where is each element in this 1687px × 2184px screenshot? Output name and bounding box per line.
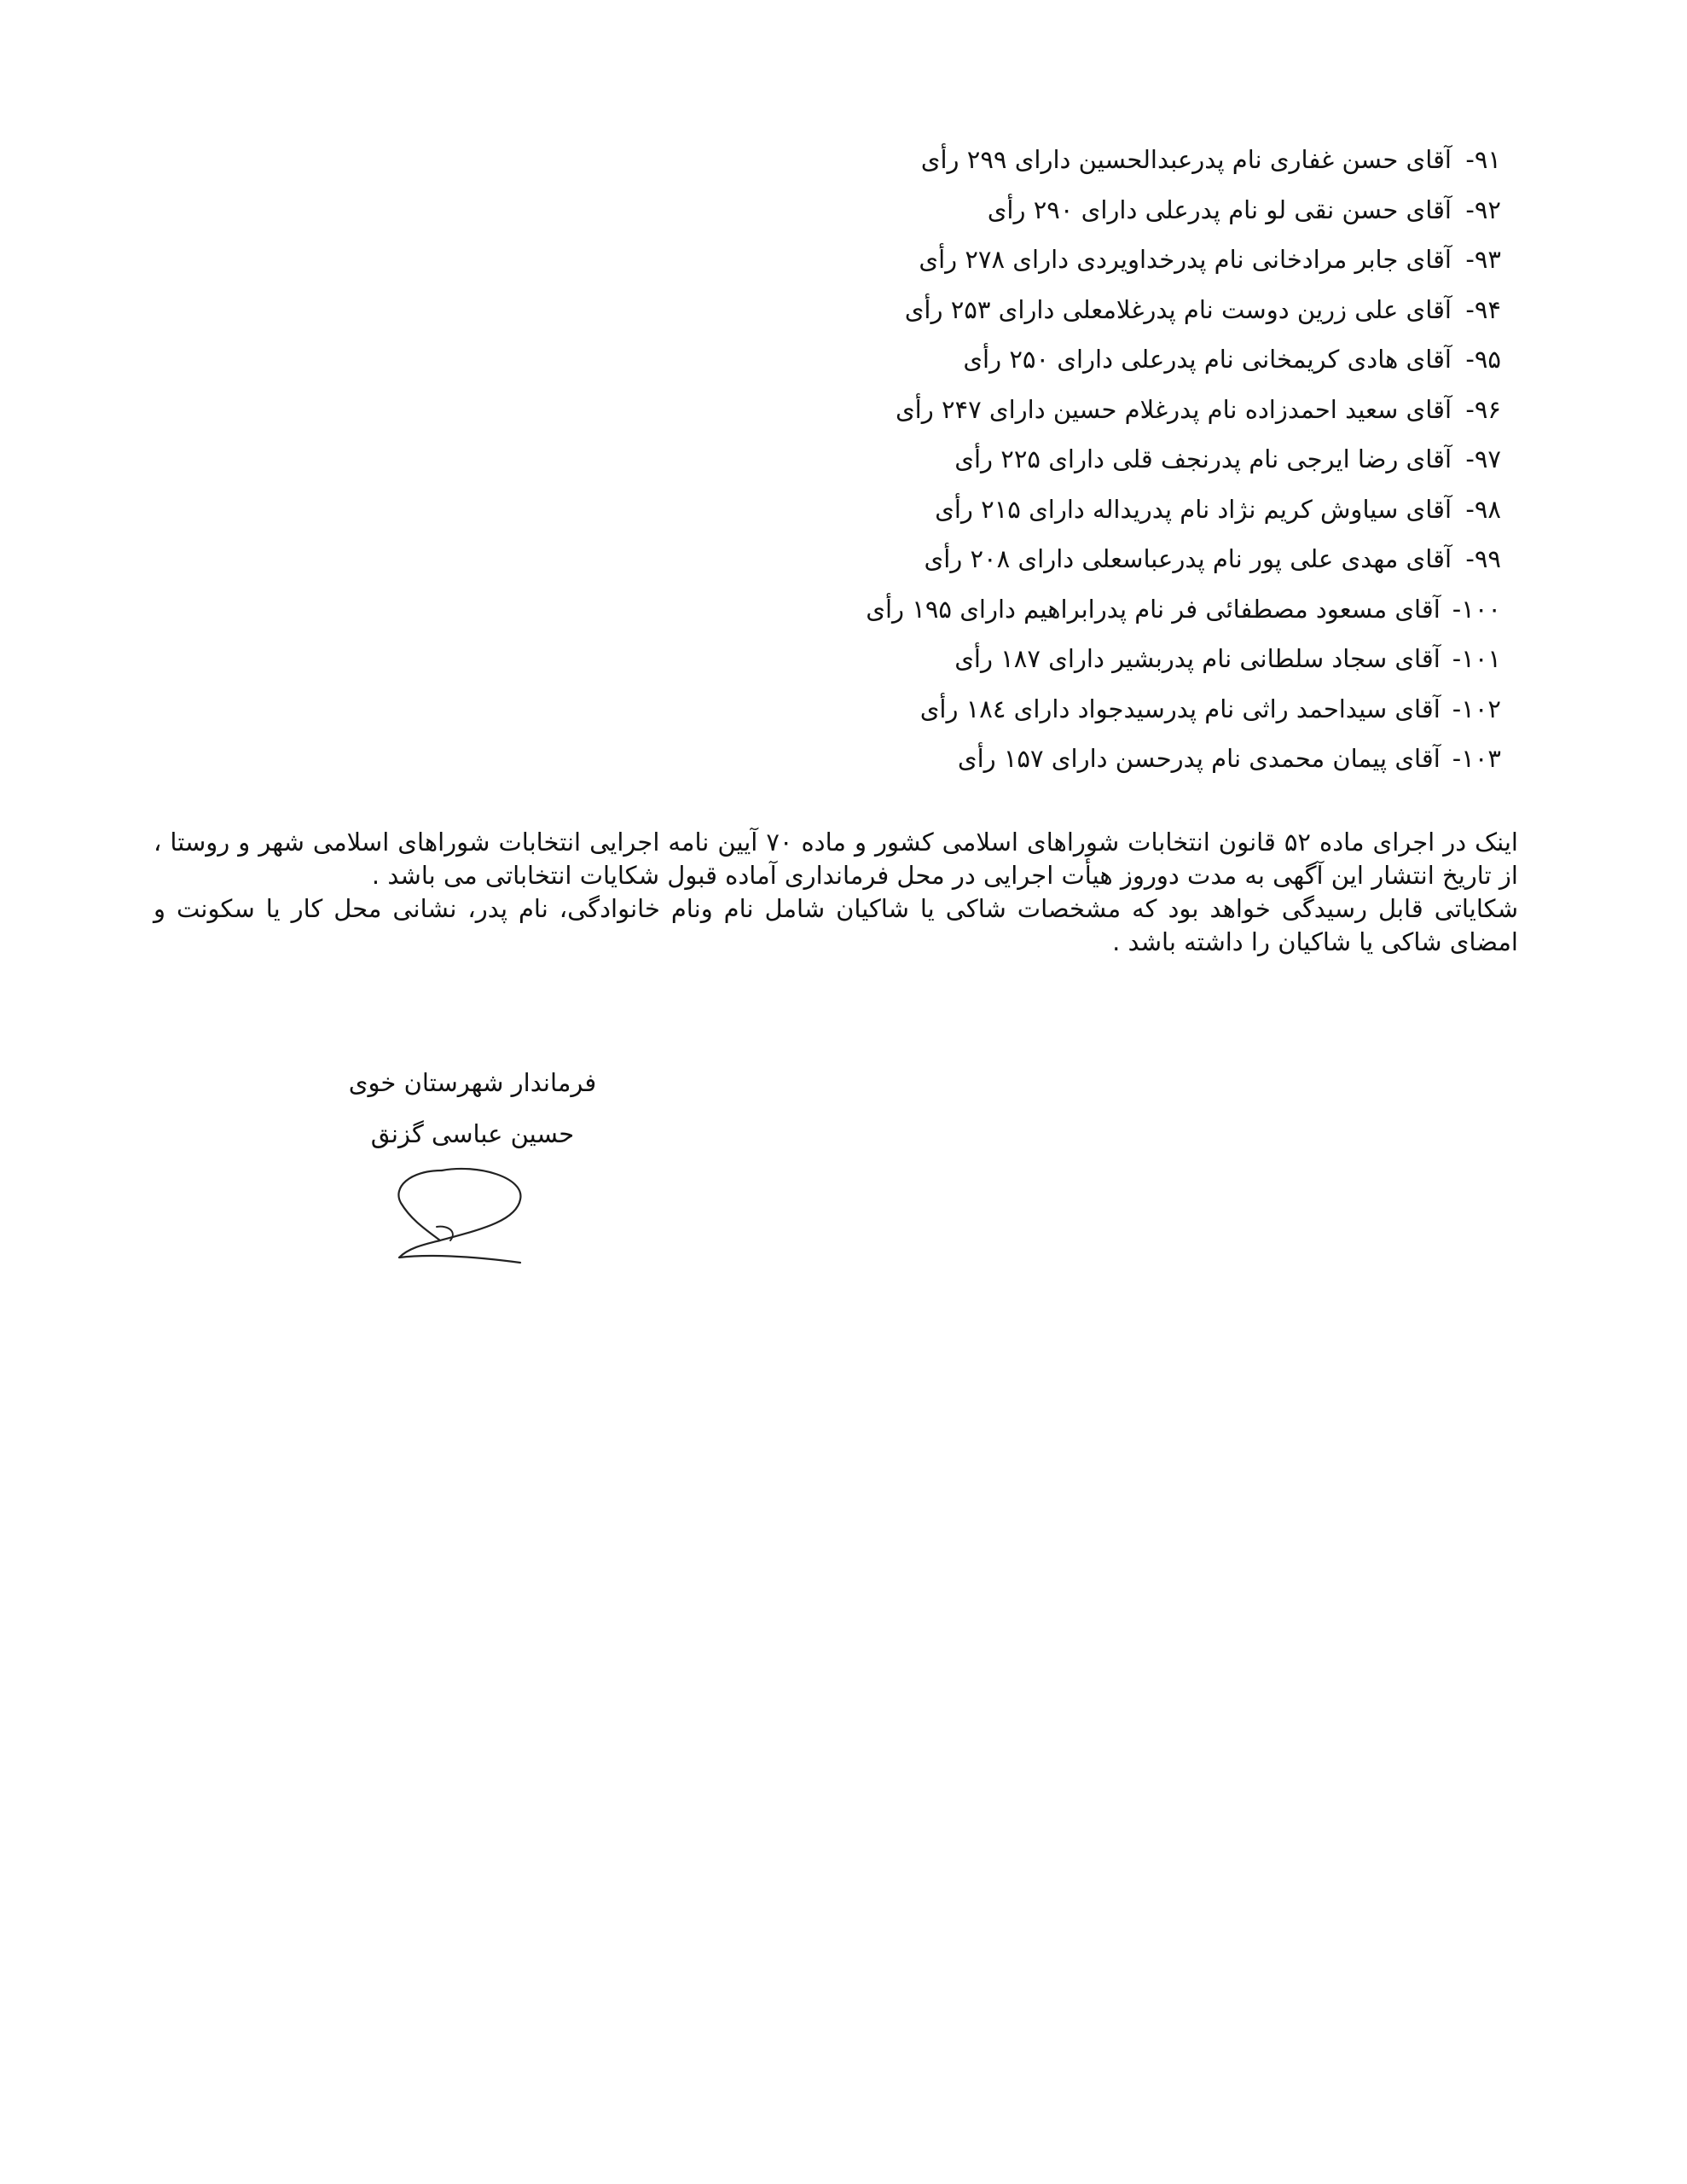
row-number: ۹۹- [1465, 544, 1501, 573]
list-item [563, 485, 1501, 535]
list-item [563, 434, 1501, 485]
row-text: آقای مسعود مصطفائی فر نام پدرابراهیم دارای ۱۹۵ رأی [866, 594, 1441, 624]
list-item [563, 334, 1501, 385]
list-item [563, 185, 1501, 235]
signatory-name: حسین عباسی گزنق [370, 1119, 575, 1148]
list-item [563, 534, 1501, 584]
row-text: آقای سیاوش کریم نژاد نام پدریداله دارای ۲۱۵ رأی [935, 494, 1452, 524]
row-text: آقای علی زرین دوست نام پدرغلامعلی دارای ۲۵۳ رأی [904, 294, 1452, 324]
row-text: آقای سعید احمدزاده نام پدرغلام حسین دارای ۲۴۷ رأی [895, 394, 1452, 424]
list-item [563, 584, 1501, 635]
row-text: آقای پیمان محمدی نام پدرحسن دارای ۱۵۷ رأی [957, 744, 1441, 773]
row-text: آقای حسن غفاری نام پدرعبدالحسین دارای ۲۹۹ رأی [920, 145, 1452, 174]
list-item [563, 135, 1501, 185]
row-number: ۹۸- [1465, 494, 1501, 524]
row-number: ۹۳- [1465, 245, 1501, 274]
notice-paragraph: شکایاتی قابل رسیدگی خواهد بود که مشخصات شاکی یا شاکیان شامل نام ونام خانوادگی، نام پدر، نشانی محل کار یا سکونت و امضای شاکی یا شاکیان را داشته باشد . [154, 894, 1518, 956]
row-number: ۹۷- [1465, 444, 1501, 473]
row-text: آقای سیداحمد راثی نام پدرسیدجواد دارای ۱۸٤ رأی [919, 694, 1441, 723]
row-number: ۹۶- [1465, 394, 1501, 424]
row-number: ۹۲- [1465, 195, 1501, 224]
row-number: ۱۰۰- [1452, 594, 1501, 624]
list-item [563, 684, 1501, 735]
row-text: آقای سجاد سلطانی نام پدربشیر دارای ۱۸۷ رأی [954, 644, 1441, 673]
list-item [563, 734, 1501, 784]
row-text: آقای هادی کریمخانی نام پدرعلی دارای ۲۵۰ رأی [963, 345, 1452, 374]
row-text: آقای جابر مرادخانی نام پدرخداویردی دارای ۲۷۸ رأی [919, 245, 1452, 274]
list-item [563, 385, 1501, 435]
row-text: آقای مهدی علی پور نام پدرعباسعلی دارای ۲۰۸ رأی [924, 544, 1452, 573]
row-number: ۱۰۳- [1452, 744, 1501, 773]
list-item [563, 285, 1501, 335]
row-number: ۹۱- [1465, 145, 1501, 174]
row-number: ۹۴- [1465, 294, 1501, 324]
row-text: آقای حسن نقی لو نام پدرعلی دارای ۲۹۰ رأی [987, 195, 1452, 224]
list-item [563, 634, 1501, 684]
row-text: آقای رضا ایرجی نام پدرنجف قلی دارای ۲۲۵ رأی [954, 444, 1452, 473]
row-number: ۹۵- [1465, 345, 1501, 374]
list-item [563, 235, 1501, 285]
complaint-notice [154, 826, 1518, 959]
signatory-title: فرماندار شهرستان خوی [348, 1068, 597, 1097]
handwritten-signature [375, 1162, 554, 1273]
row-number: ۱۰۱- [1452, 644, 1501, 673]
notice-paragraph: اینک در اجرای ماده ۵۲ قانون انتخابات شوراهای اسلامی کشور و ماده ۷۰ آیین نامه اجرایی انتخابات شوراهای اسلامی شهر و روستا ، از تاریخ انتشار این آگهی به مدت دوروز هیأت اجرایی در محل فرمانداری آماده قبول شکایات انتخاباتی می باشد . [154, 828, 1518, 890]
row-number: ۱۰۲- [1452, 694, 1501, 723]
candidate-list [563, 135, 1501, 784]
